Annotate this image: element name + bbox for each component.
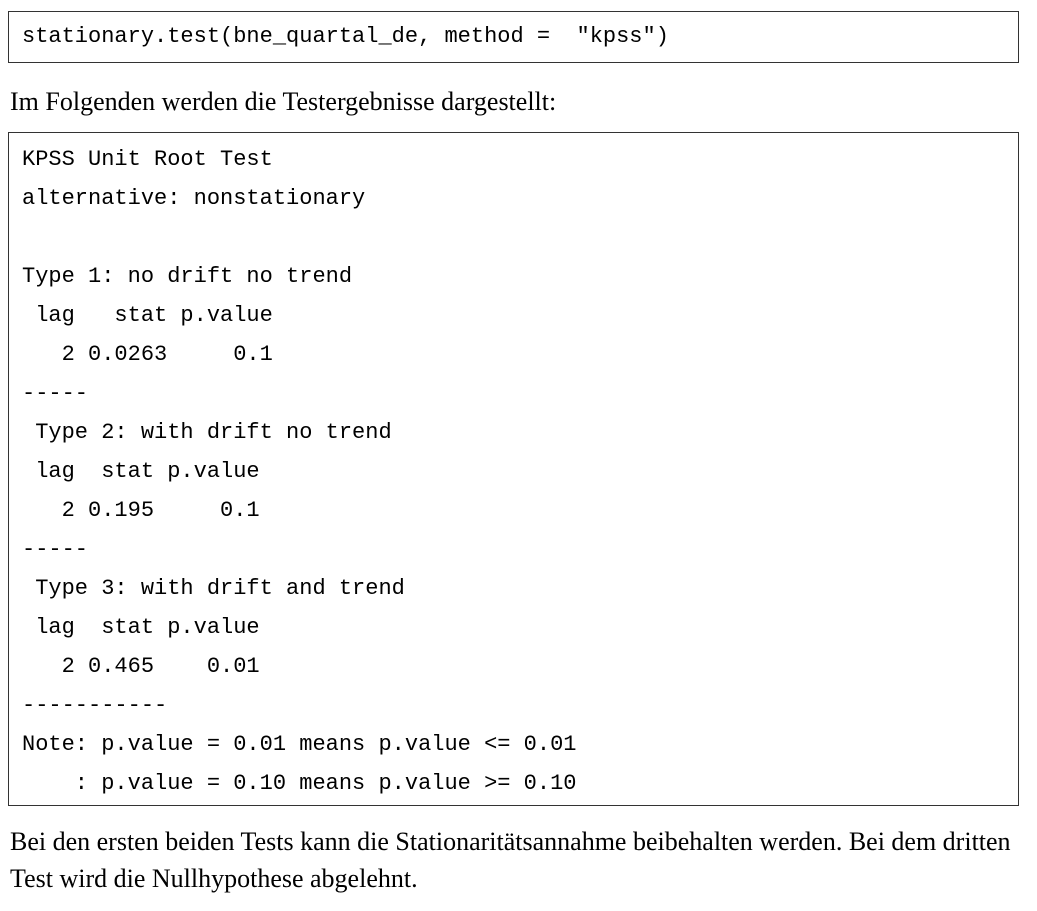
output-line-type3-header: Type 3: with drift and trend (22, 576, 405, 601)
output-line-separator: ----- (22, 381, 89, 406)
output-line-title: KPSS Unit Root Test (22, 147, 273, 172)
output-line-type2-header: Type 2: with drift no trend (22, 420, 392, 445)
intro-paragraph: Im Folgenden werden die Testergebnisse dargestellt: (10, 87, 557, 116)
output-line-alternative: alternative: nonstationary (22, 186, 366, 211)
output-line-type1-values: 2 0.0263 0.1 (22, 342, 273, 367)
command-code-block (8, 11, 1019, 63)
output-line-type2-columns: lag stat p.value (22, 459, 260, 484)
output-line-type1-header: Type 1: no drift no trend (22, 264, 353, 289)
output-line-blank (9, 218, 1018, 257)
command-line: stationary.test(bne_quartal_de, method = "kpss") (22, 24, 669, 49)
output-line-note-1: Note: p.value = 0.01 means p.value <= 0.01 (22, 732, 577, 757)
output-line-type2-values: 2 0.195 0.1 (22, 498, 260, 523)
output-line-type3-columns: lag stat p.value (22, 615, 260, 640)
output-line-separator: ----- (22, 537, 89, 562)
conclusion-paragraph: Bei den ersten beiden Tests kann die Stationaritätsannahme beibehalten werden. Bei dem dritten Test wird die Nullhypothese abgelehnt. (10, 827, 1011, 893)
output-line-type3-values: 2 0.465 0.01 (22, 654, 260, 679)
test-output-block (8, 132, 1019, 806)
output-line-long-separator: ----------- (22, 693, 168, 718)
output-line-type1-columns: lag stat p.value (22, 303, 273, 328)
output-line-note-2: : p.value = 0.10 means p.value >= 0.10 (22, 771, 577, 796)
